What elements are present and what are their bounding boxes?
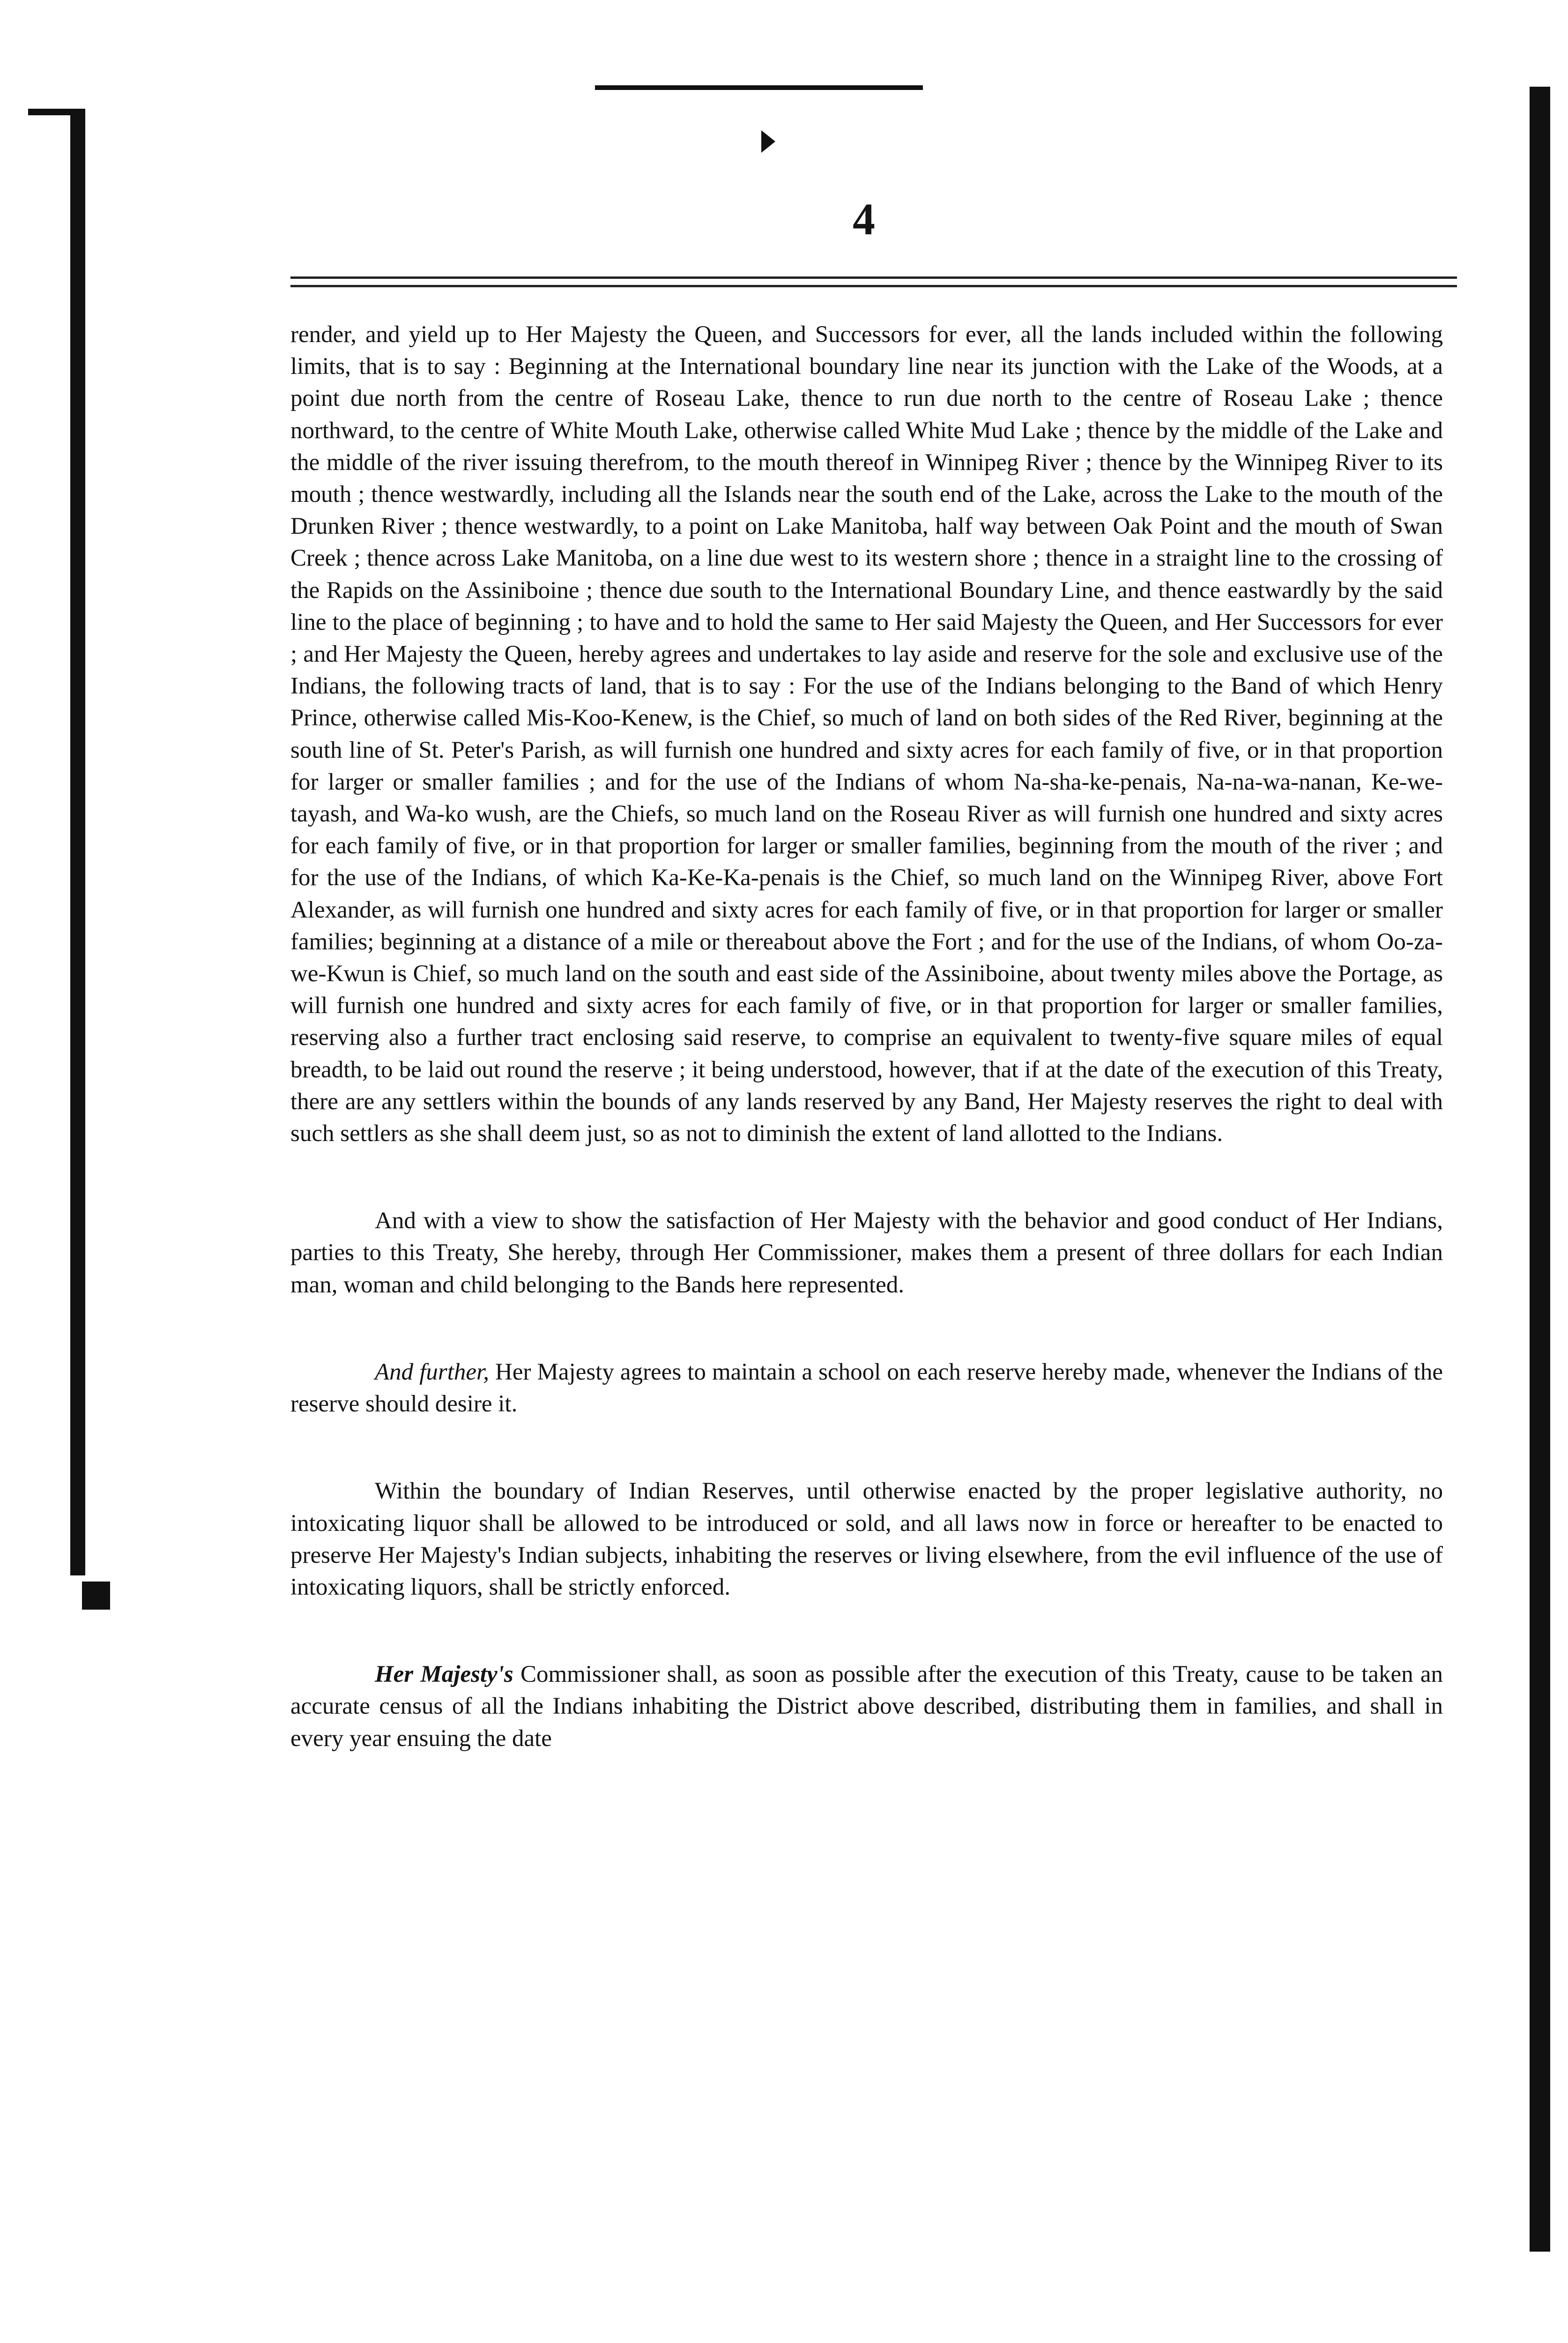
paragraph-present: And with a view to show the satisfaction of Her Majesty with the behavior and good conduct of Her Indians, parties to this Treaty, She hereby, through Her Commissioner, makes them a present of three dollars for each Indian man, woman and child belonging to the Bands here represented.: [290, 1208, 1443, 1298]
page-number: 4: [853, 194, 875, 244]
top-rule: [595, 85, 923, 90]
document-body: [290, 319, 1443, 1754]
left-margin-mark: [82, 1582, 110, 1610]
paragraph-census: [290, 1658, 1443, 1754]
header-rule-top: [290, 276, 1457, 279]
bullet-mark-icon: [761, 130, 775, 153]
paragraph-liquor: Within the boundary of Indian Reserves, until otherwise enacted by the proper legislative authority, no intoxicating liquor shall be allowed to be introduced or sold, and all laws now in force or hereafter to be enacted to preserve Her Majesty's Indian subjects, inhabiting the reserves or living elsewhere, from the evil influence of the use of intoxicating liquors, shall be strictly enforced.: [290, 1478, 1443, 1600]
paragraph-census-lead: Her Majesty's: [375, 1661, 513, 1688]
paragraph-school-text: Her Majesty agrees to maintain a school on each reserve hereby made, whenever the Indians of the reserve should desire it.: [290, 1358, 1443, 1418]
left-frame-top: [28, 109, 70, 115]
paragraph-land-surrender: render, and yield up to Her Majesty the Queen, and Successors for ever, all the lands included within the following limits, that is to say : Beginning at the International boundary line near its junction with the Lake of the Woods, at a point due north from the centre of Roseau Lake, thence to run due north to the centre of Roseau Lake ; thence northward, to the centre of White Mouth Lake, otherwise called White Mud Lake ; thence by the middle of the Lake and the middle of the river issuing therefrom, to the mouth thereof in Winnipeg River ; thence by the Winnipeg River to its mouth ; thence westwardly, including all the Islands near the south end of the Lake, across the Lake to the mouth of the Drunken River ; thence westwardly, to a point on Lake Manitoba, half way between Oak Point and the mouth of Swan Creek ; thence across Lake Manitoba, on a line due west to its western shore ; thence in a straight line to the crossing of the Rapids on the Assiniboine ; thence due south to the International Boundary Line, and thence eastwardly by the said line to the place of beginning ; to have and to hold the same to Her said Majesty the Queen, and Her Successors for ever ; and Her Majesty the Queen, hereby agrees and undertakes to lay aside and reserve for the sole and exclusive use of the Indians, the following tracts of land, that is to say : For the use of the Indians belonging to the Band of which Henry Prince, otherwise called Mis-Koo-Kenew, is the Chief, so much of land on both sides of the Red River, beginning at the south line of St. Peter's Parish, as will furnish one hundred and sixty acres for each family of five, or in that proportion for larger or smaller families ; and for the use of the Indians of whom Na-sha-ke-penais, Na-na-wa-nanan, Ke-we-tayash, and Wa-ko wush, are the Chiefs, so much land on the Roseau River as will furnish one hundred and sixty acres for each family of five, or in that proportion for larger or smaller families, beginning from the mouth of the river ; and for the use of the Indians, of which Ka-Ke-Ka-penais is the Chief, so much land on the Winnipeg River, above Fort Alexander, as will furnish one hundred and sixty acres for each family of five, or in that proportion for larger or smaller families; beginning at a distance of a mile or thereabout above the Fort ; and for the use of the Indians, of whom Oo-za-we-Kwun is Chief, so much land on the south and east side of the Assiniboine, about twenty miles above the Portage, as will furnish one hundred and sixty acres for each family of five, or in that proportion for larger or smaller families, reserving also a further tract enclosing said reserve, to comprise an equivalent to twenty-five square miles of equal breadth, to be laid out round the reserve ; it being understood, however, that if at the date of the execution of this Treaty, there are any settlers within the bounds of any lands reserved by any Band, Her Majesty reserves the right to deal with such settlers as she shall deem just, so as not to diminish the extent of land allotted to the Indians.: [290, 321, 1443, 1147]
left-frame-border: [70, 109, 85, 1575]
paragraph-census-text: Commissioner shall, as soon as possible after the execution of this Treaty, cause to be taken an accurate census of all the Indians inhabiting the District above described, distributing them in families, and shall in every year ensuing the date: [290, 1661, 1443, 1752]
paragraph-school-lead: And further,: [375, 1358, 489, 1385]
header-rule-bottom: [290, 285, 1457, 287]
right-frame-border: [1530, 87, 1550, 2252]
paragraph-school: [290, 1356, 1443, 1420]
